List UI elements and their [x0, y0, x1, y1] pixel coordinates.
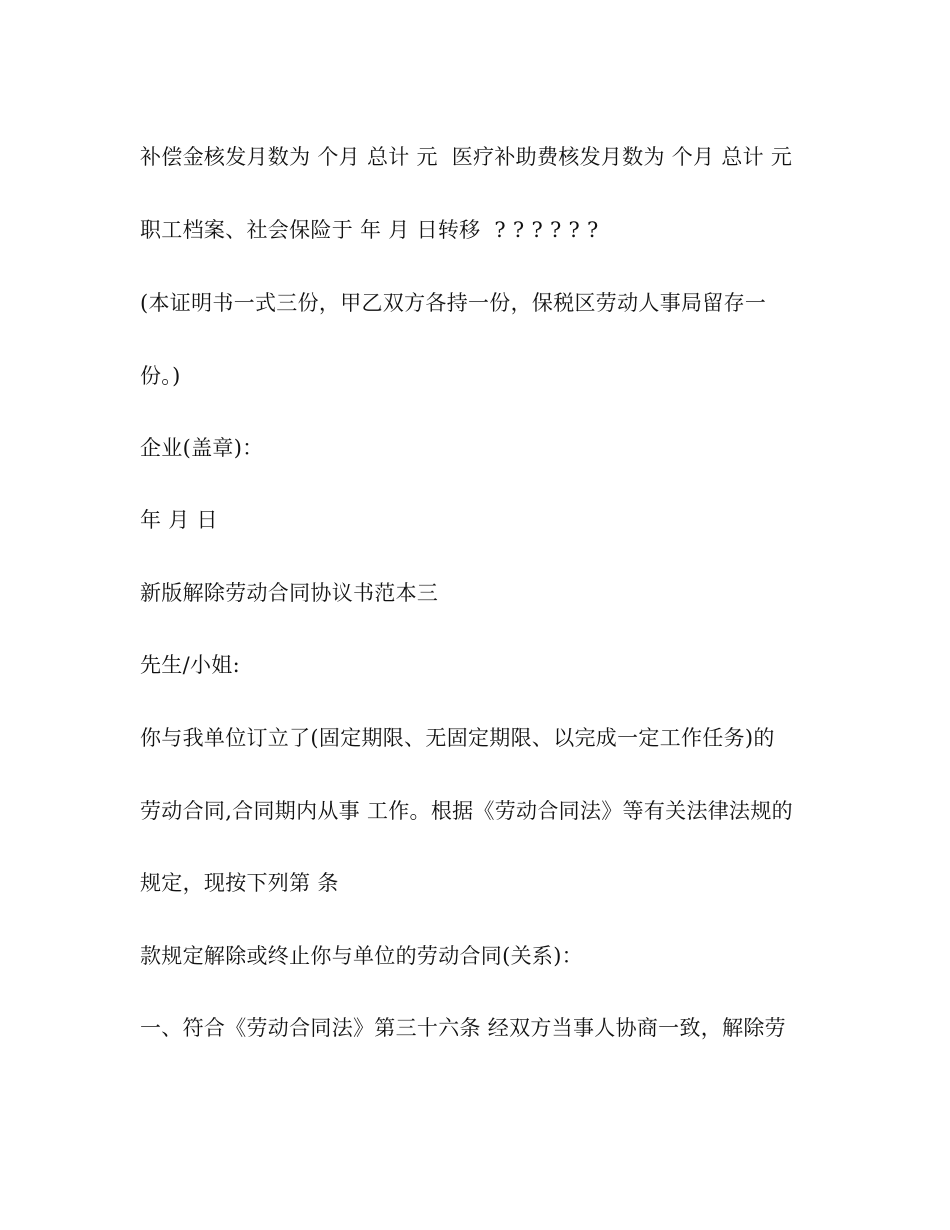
- copies-note-end-line: 份。): [140, 364, 181, 388]
- body-paragraph-line: 劳动合同,合同期内从事 工作。根据《劳动合同法》等有关法律法规的: [140, 799, 793, 823]
- body-paragraph-line: 你与我单位订立了(固定期限、无固定期限、以完成一定工作任务)的: [140, 726, 775, 750]
- section-title: 新版解除劳动合同协议书范本三: [140, 581, 439, 605]
- salutation: 先生/小姐:: [140, 653, 240, 677]
- date-line: 年 月 日: [140, 508, 218, 532]
- body-paragraph-line: 规定，现按下列第 条: [140, 871, 339, 895]
- clause-one-line: 一、符合《劳动合同法》第三十六条 经双方当事人协商一致，解除劳: [140, 1016, 786, 1040]
- body-paragraph-line: 款规定解除或终止你与单位的劳动合同(关系)：: [140, 944, 583, 968]
- archive-transfer-line: 职工档案、社会保险于 年 月 日转移 ? ? ? ? ? ?: [140, 218, 599, 242]
- copies-note-line: (本证明书一式三份，甲乙双方各持一份，保税区劳动人事局留存一: [140, 291, 767, 315]
- company-seal-label: 企业(盖章)：: [140, 436, 264, 460]
- compensation-line: 补偿金核发月数为 个月 总计 元 医疗补助费核发月数为 个月 总计 元: [140, 145, 793, 169]
